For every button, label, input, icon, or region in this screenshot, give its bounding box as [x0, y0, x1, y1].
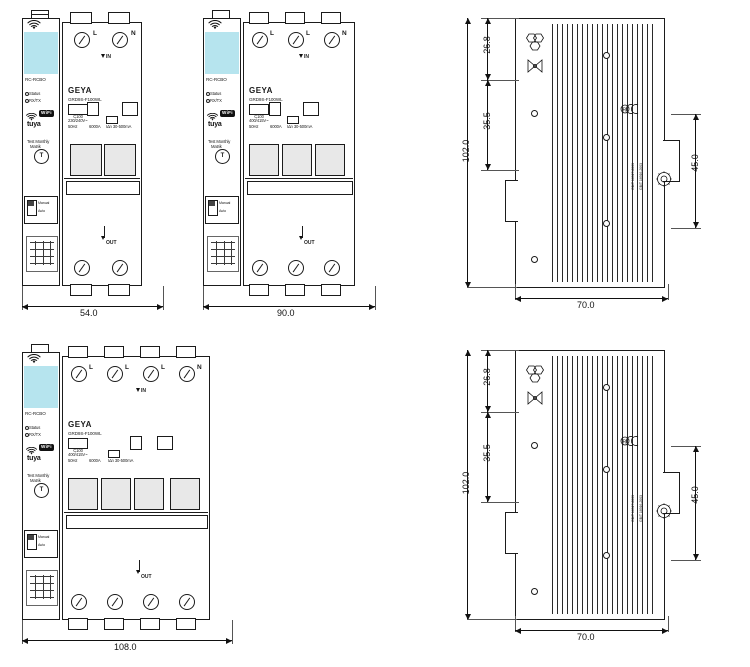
- side-view-top: [455, 10, 740, 310]
- dim-45-label: 45.0: [690, 154, 700, 172]
- in-label: IN: [304, 54, 309, 60]
- mounting-hole-2: [531, 256, 538, 263]
- dim-width-2p: [22, 300, 184, 320]
- auto-label: Auto: [219, 209, 226, 213]
- toggle-lever-2[interactable]: [101, 478, 131, 510]
- residual-current-label: I∆n 30-500mA: [287, 124, 313, 129]
- manual-auto-switch[interactable]: [24, 196, 58, 224]
- breaking-capacity-label: 6000A: [270, 124, 282, 129]
- terminal-screw-8: [179, 594, 195, 610]
- toggle-lever-4[interactable]: [170, 478, 200, 510]
- wiring-diagram-icon: [207, 236, 239, 272]
- terminal-screw-1: [74, 32, 90, 48]
- mounting-hole-5: [603, 220, 610, 227]
- auto-label: Auto: [38, 209, 45, 213]
- frequency-label: 50Hz: [68, 458, 78, 463]
- terminal-block-top-2: [285, 12, 305, 24]
- gear-icon: [655, 170, 673, 188]
- dim-108-label: 108.0: [114, 642, 137, 652]
- brand-logo: GEYA: [68, 420, 92, 429]
- svg-text:R: R: [622, 439, 627, 446]
- side-view-bottom: [455, 342, 740, 642]
- certification-marks-icon: [620, 434, 642, 448]
- svg-text:R: R: [622, 107, 627, 114]
- status-label: Status: [29, 90, 41, 96]
- wiring-diagram-icon: [26, 236, 58, 272]
- mounting-hole-3: [603, 52, 610, 59]
- hex-pattern-icon: [523, 32, 547, 54]
- series-label: RC-RCBO: [206, 77, 227, 82]
- product-2p-view: [22, 8, 182, 298]
- terminal-screw-1: [71, 366, 87, 382]
- wifi-icon: [207, 20, 223, 31]
- din-rail-slot: [66, 515, 208, 529]
- out-label: OUT: [304, 240, 315, 246]
- terminal-label-L2: L: [125, 364, 129, 371]
- manual-auto-switch[interactable]: [205, 196, 239, 224]
- terminal-block-top-1: [68, 346, 88, 358]
- switch-icon: [87, 102, 99, 116]
- module-label-strip: [24, 410, 58, 422]
- dim-35-5-label: 35.5: [482, 444, 492, 462]
- module-label-strip: [205, 76, 239, 88]
- dim-width-3p: [203, 300, 403, 320]
- voltage-label: 400/415V~: [68, 452, 88, 457]
- frequency-label: 50Hz: [249, 124, 259, 129]
- wiring-diagram-icon: [26, 570, 58, 606]
- module-cyan-panel: [205, 32, 239, 74]
- model-label: GRD9S-F100WL: [68, 431, 102, 436]
- terminal-block-bottom-2: [108, 284, 130, 296]
- cert-text-2: GB/T 16916-2003: [639, 494, 643, 522]
- manual-auto-switch[interactable]: [24, 530, 58, 558]
- test-icon: [303, 102, 319, 116]
- product-mark-icon: [525, 58, 545, 74]
- terminal-block-top-3: [321, 12, 341, 24]
- test-icon: [157, 436, 173, 450]
- mounting-hole-1: [531, 110, 538, 117]
- dim-35-5-label: 35.5: [482, 112, 492, 130]
- module-cyan-panel: [24, 32, 58, 74]
- wifi-badge: WiFi: [41, 110, 52, 115]
- dim-102: [455, 18, 485, 290]
- terminal-screw-3: [74, 260, 90, 276]
- test-sub-label: Matrik: [211, 144, 222, 149]
- terminal-label-L3: L: [161, 364, 165, 371]
- dim-width-4p: [22, 634, 282, 654]
- vent-ribs: [550, 24, 658, 282]
- toggle-lever-3[interactable]: [134, 478, 164, 510]
- terminal-screw-1: [252, 32, 268, 48]
- vent-ribs: [550, 356, 658, 614]
- terminal-block-bottom-2: [104, 618, 124, 630]
- antenna-nub: [31, 344, 49, 353]
- terminal-label-L: L: [93, 30, 97, 37]
- terminal-screw-6: [324, 260, 340, 276]
- mounting-hole-1: [531, 442, 538, 449]
- breaking-capacity-label: 6000A: [89, 458, 101, 463]
- dim-70: [513, 624, 688, 646]
- toggle-lever-2[interactable]: [104, 144, 136, 176]
- terminal-label-N: N: [342, 30, 347, 37]
- antenna-nub: [212, 10, 230, 19]
- frequency-label: 50Hz: [68, 124, 78, 129]
- dim-45: [683, 442, 727, 572]
- model-label: GRD9S-F100WL: [68, 97, 102, 102]
- current-code-box: C100: [249, 104, 269, 115]
- rcd-symbol-icon: [106, 116, 118, 124]
- residual-current-label: I∆n 30-500mA: [106, 124, 132, 129]
- certification-marks-icon: [620, 102, 642, 116]
- terminal-screw-2: [107, 366, 123, 382]
- dim-102: [455, 350, 485, 622]
- terminal-screw-4: [179, 366, 195, 382]
- voltage-label: 230/240V~: [68, 118, 88, 123]
- terminal-block-bottom-3: [321, 284, 341, 296]
- mounting-hole-3: [603, 384, 610, 391]
- mounting-hole-5: [603, 552, 610, 559]
- out-label: OUT: [141, 574, 152, 580]
- current-code-box: C100: [68, 438, 88, 449]
- in-label: IN: [141, 388, 146, 394]
- terminal-label-L1: L: [270, 30, 274, 37]
- din-clip-notch: [505, 512, 518, 554]
- terminal-block-bottom-1: [249, 284, 269, 296]
- brand-logo: GEYA: [249, 86, 273, 95]
- out-label: OUT: [106, 240, 117, 246]
- terminal-label-N: N: [197, 364, 202, 371]
- terminal-block-top-2: [108, 12, 130, 24]
- auto-label: Auto: [38, 543, 45, 547]
- series-label: RC-RCBO: [25, 411, 46, 416]
- dim-102-label: 102.0: [461, 139, 471, 163]
- din-rail-slot: [66, 181, 140, 195]
- mounting-hole-2: [531, 588, 538, 595]
- dim-90-label: 90.0: [277, 308, 295, 318]
- breaking-capacity-label: 6000A: [89, 124, 101, 129]
- terminal-screw-7: [143, 594, 159, 610]
- switch-icon: [269, 102, 281, 116]
- test-icon: [122, 102, 138, 116]
- dim-45-label: 45.0: [690, 486, 700, 504]
- wifi-icon: [26, 354, 42, 365]
- terminal-block-top-1: [249, 12, 269, 24]
- test-button[interactable]: T: [34, 149, 49, 164]
- din-rail-slot: [247, 181, 353, 195]
- dim-102-label: 102.0: [461, 471, 471, 495]
- dim-26-8-label: 26.8: [482, 36, 492, 54]
- test-sub-label: Matrik: [30, 144, 41, 149]
- product-mark-icon: [525, 390, 545, 406]
- toggle-lever-1[interactable]: [68, 478, 98, 510]
- terminal-screw-2: [288, 32, 304, 48]
- terminal-block-bottom-4: [176, 618, 196, 630]
- terminal-screw-3: [324, 32, 340, 48]
- tuya-logo: tuya: [27, 455, 41, 462]
- test-monthly-label: Test Monthly: [27, 473, 50, 478]
- terminal-block-bottom-1: [70, 284, 92, 296]
- terminal-screw-6: [107, 594, 123, 610]
- mounting-hole-4: [603, 466, 610, 473]
- dim-54-label: 54.0: [80, 308, 98, 318]
- test-monthly-label: Test Monthly: [208, 139, 231, 144]
- rxtx-label: RX/TX: [29, 97, 41, 103]
- model-label: GRD9S-F100WL: [249, 97, 283, 102]
- cert-text-2: GB/T 16916-2003: [639, 162, 643, 190]
- test-sub-label: Matrik: [30, 478, 41, 483]
- tuya-logo: tuya: [208, 121, 222, 128]
- status-label: Status: [210, 90, 222, 96]
- rcd-symbol-icon: [287, 116, 299, 124]
- terminal-block-top-1: [70, 12, 92, 24]
- terminal-block-top-4: [176, 346, 196, 358]
- current-code-box: C100: [68, 104, 88, 115]
- dim-70: [513, 292, 688, 314]
- manual-label: Manual: [38, 201, 50, 205]
- toggle-lever-3[interactable]: [315, 144, 345, 176]
- rxtx-label: RX/TX: [29, 431, 41, 437]
- switch-icon: [130, 436, 142, 450]
- terminal-screw-2: [112, 32, 128, 48]
- terminal-screw-3: [143, 366, 159, 382]
- cert-text-1: GB/T 16917-2003: [631, 494, 635, 522]
- terminal-block-bottom-1: [68, 618, 88, 630]
- brand-logo: GEYA: [68, 86, 92, 95]
- wifi-icon: [26, 20, 42, 31]
- terminal-label-L1: L: [89, 364, 93, 371]
- terminal-screw-5: [288, 260, 304, 276]
- toggle-lever-1[interactable]: [249, 144, 279, 176]
- test-monthly-label: Test Monthly: [27, 139, 50, 144]
- terminal-block-bottom-2: [285, 284, 305, 296]
- rxtx-label: RX/TX: [210, 97, 222, 103]
- tuya-logo: tuya: [27, 121, 41, 128]
- voltage-label: 400/415V~: [249, 118, 269, 123]
- terminal-label-N: N: [131, 30, 136, 37]
- module-label-strip: [24, 76, 58, 88]
- terminal-screw-5: [71, 594, 87, 610]
- toggle-lever-2[interactable]: [282, 144, 312, 176]
- dim-26-8-label: 26.8: [482, 368, 492, 386]
- wifi-badge: WiFi: [41, 444, 52, 449]
- terminal-label-L2: L: [306, 30, 310, 37]
- test-button[interactable]: T: [34, 483, 49, 498]
- test-button[interactable]: T: [215, 149, 230, 164]
- dim-70-label: 70.0: [577, 300, 595, 310]
- cert-text-1: GB/T 16917-2003: [631, 162, 635, 190]
- dim-70-label: 70.0: [577, 632, 595, 642]
- toggle-lever-1[interactable]: [70, 144, 102, 176]
- series-label: RC-RCBO: [25, 77, 46, 82]
- terminal-block-top-3: [140, 346, 160, 358]
- dim-45: [683, 110, 727, 240]
- terminal-block-bottom-3: [140, 618, 160, 630]
- manual-label: Manual: [38, 535, 50, 539]
- wifi-badge: WiFi: [222, 110, 233, 115]
- terminal-screw-4: [112, 260, 128, 276]
- hex-pattern-icon: [523, 364, 547, 386]
- din-clip-notch: [505, 180, 518, 222]
- rcd-symbol-icon: [108, 450, 120, 458]
- product-3p-view: [203, 8, 393, 298]
- terminal-screw-4: [252, 260, 268, 276]
- gear-icon: [655, 502, 673, 520]
- status-label: Status: [29, 424, 41, 430]
- product-4p-view: [22, 342, 272, 632]
- manual-label: Manual: [219, 201, 231, 205]
- module-cyan-panel: [24, 366, 58, 408]
- in-label: IN: [106, 54, 111, 60]
- terminal-block-top-2: [104, 346, 124, 358]
- mounting-hole-4: [603, 134, 610, 141]
- residual-current-label: I∆n 30-500mA: [108, 458, 134, 463]
